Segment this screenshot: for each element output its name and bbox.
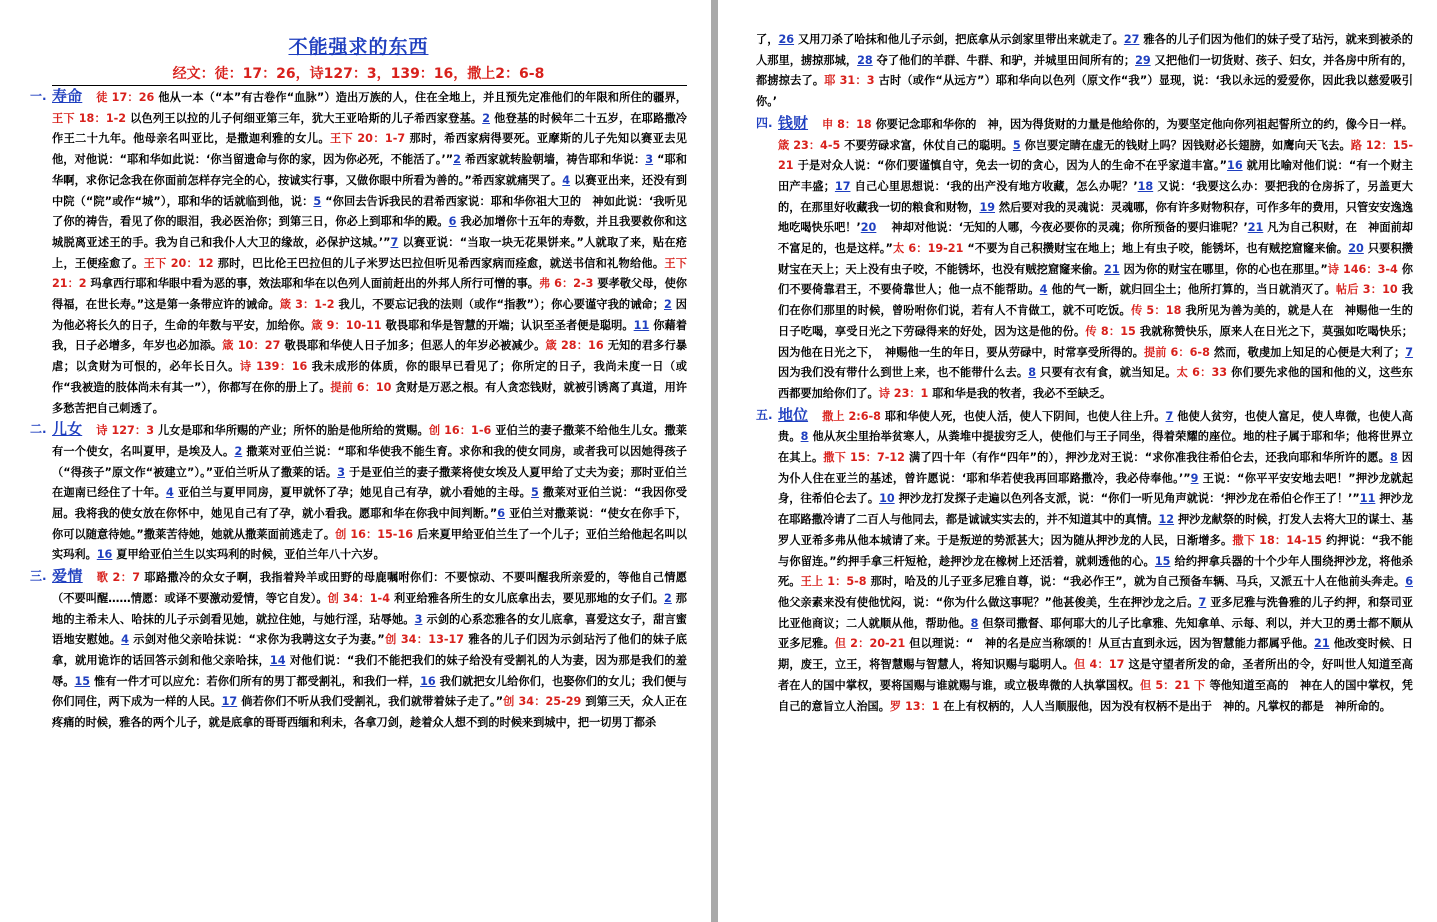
scripture-text: 等他知道至高的 神在人的国中掌权，凭自己的意旨立人治国。 xyxy=(778,678,1413,713)
section-body xyxy=(52,86,687,419)
verse-number: 8 xyxy=(1389,451,1398,465)
verse-number: 17 xyxy=(221,695,238,709)
scripture-text: 你藉着我，日子必增多，年岁也必加添。 xyxy=(52,318,687,353)
scripture-text: 敬畏耶和华使人日子加多；但恶人的年岁必被减少。 xyxy=(284,339,546,353)
verse-number: 2 xyxy=(234,444,243,458)
verse-number: 3 xyxy=(645,153,654,167)
scripture-text: “不要为自己积攒财宝在地上；地上有虫子咬，能锈坏，也有贼挖窟窿来偷。 xyxy=(967,242,1349,256)
scripture-text: 押沙龙献祭的时候，打发人去将大卫的谋士、基罗人亚希多弗从他本城请了来。于是叛逆的势派甚大；因为随从押沙龙的人民，日渐增多。 xyxy=(778,513,1413,547)
scripture-reference: 歌 2：7 xyxy=(96,571,145,585)
scripture-text: 自己心里思想说：‘我的出产没有地方收藏，怎么办呢？’ xyxy=(854,179,1138,193)
scripture-reference: 创 34：13-17 xyxy=(384,633,469,647)
scripture-reference: 箴 10：27 xyxy=(222,339,285,353)
scripture-text: 惟有一件才可以应允：若你们所有的男丁都受割礼，和我们一样， xyxy=(94,674,421,688)
verse-number: 16 xyxy=(1227,159,1243,173)
section-2 xyxy=(30,419,687,566)
scripture-reference: 撒下 18：14-15 xyxy=(1232,533,1327,547)
scripture-text: 雅各的儿子们因为他们的妹子受了玷污，就来到被杀的人那里，掳掠那城， xyxy=(756,33,1413,67)
scripture-text: 又把他们一切货财、孩子、妇女，并各房中所有的，都掳掠去了。 xyxy=(756,53,1413,88)
scripture-text: 我所见为善为美的，就是人在 神赐他一生的日子吃喝，享受日光之下劳碌得来的好处，因为这是他的份。 xyxy=(778,304,1413,338)
section-number: 三. xyxy=(30,569,47,584)
scripture-reference: 诗 23：1 xyxy=(878,386,933,400)
verse-number: 7 xyxy=(390,235,399,249)
scripture-text: 我儿，不要忘记我的法则（或作“指教”）；你心要谨守我的诫命； xyxy=(338,298,664,312)
section-number: 四. xyxy=(756,115,773,130)
verse-number: 12 xyxy=(1158,513,1175,527)
document-page-right xyxy=(718,0,1437,922)
scripture-text: 后来夏甲给亚伯兰生了一个儿子；亚伯兰给他起名叫以实玛利。 xyxy=(52,527,687,562)
scripture-reference: 弗 6：2-3 xyxy=(539,277,598,291)
scripture-reference: 王下 18：1-2 xyxy=(52,111,131,125)
right-sections xyxy=(756,113,1413,717)
scripture-text: 只要积攒财宝在天上；天上没有虫子咬，不能锈坏，也没有贼挖窟窿来偷。 xyxy=(778,242,1413,276)
section-number: 二. xyxy=(30,422,47,437)
section-body xyxy=(52,566,687,734)
section-heading: 地位 xyxy=(778,405,809,424)
scripture-text: 但祭司撒督、耶何耶大的儿子比拿雅、先知拿单、示每、利以，并大卫的勇士都不顺从亚多尼雅。 xyxy=(778,616,1413,651)
verse-number: 4 xyxy=(1039,283,1048,297)
scripture-text: 亚伯兰与夏甲同房，夏甲就怀了孕；她见自己有孕，就小看她的主母。 xyxy=(177,486,532,500)
scripture-text: 但以理说：“ 神的名是应当称颂的！从亘古直到永远，因为智慧能力都属乎他。 xyxy=(909,637,1315,651)
scripture-text: 神却对他说：‘无知的人哪，今夜必要你的灵魂；你所预备的要归谁呢？’ xyxy=(880,221,1248,235)
verse-number: 7 xyxy=(1405,345,1413,359)
scripture-reference: 传 8：15 xyxy=(1085,324,1140,338)
scripture-text: 无知的君多行暴虐；以贪财为可恨的，必年长日久。 xyxy=(52,339,687,374)
scripture-text: 押沙龙在耶路撒冷请了二百人与他同去，都是诚诚实实去的，并不知道其中的真情。 xyxy=(778,492,1413,527)
verse-number: 7 xyxy=(1198,595,1207,609)
verse-number: 10 xyxy=(879,492,895,506)
scripture-text: 只要有衣有食，就当知足。 xyxy=(1040,366,1177,380)
scripture-text: 押沙龙打发探子走遍以色列各支派，说：“你们一听见角声就说：‘押沙龙在希伯仑作王了！’” xyxy=(898,492,1360,506)
document-subtitle: 经文：徒：17：26，诗127：3，139：16，撒上2：6-8 xyxy=(172,66,545,82)
verse-number: 2 xyxy=(663,298,672,312)
scripture-text: 然而，敬虔加上知足的心便是大利了； xyxy=(1213,345,1406,359)
scripture-text: 他使人贫穷，也使人富足，使人卑微，也使人高贵。 xyxy=(778,409,1413,444)
scripture-text: 然后要对我的灵魂说：灵魂哪，你有许多财物积存，可作多年的费用，只管安安逸逸地吃喝快乐吧！’ xyxy=(778,200,1413,235)
verse-number: 11 xyxy=(633,318,650,332)
verse-number: 21 xyxy=(1247,221,1264,235)
verse-number: 2 xyxy=(482,111,491,125)
document-page-left xyxy=(0,0,711,922)
section-body xyxy=(778,113,1413,405)
scripture-text: 我必加增你十五年的寿数，并且我要救你和这城脱离亚述王的手。我为自己和我仆人大卫的缘故，必保护这城。’” xyxy=(52,215,687,249)
verse-number: 17 xyxy=(834,179,851,193)
verse-number: 18 xyxy=(1137,179,1154,193)
verse-number: 16 xyxy=(96,548,113,562)
scripture-text: 耶和华是我的牧者，我必不至缺乏。 xyxy=(932,386,1112,400)
scripture-text: 雅各的儿子们因为示剑玷污了他们的妹子底拿，就用诡诈的话回答示剑和他父亲哈抹， xyxy=(52,633,687,667)
scripture-text: 敬畏耶和华是智慧的开端；认识至圣者便是聪明。 xyxy=(385,318,634,332)
scripture-text: 凡为自己积财，在 神面前却不富足的，也是这样。” xyxy=(778,221,1413,256)
scripture-text: 耶路撒冷的众女子啊，我指着羚羊或田野的母鹿嘱咐你们：不要惊动、不要叫醒我所亲爱的，等他自己情愿（不要叫醒……情愿：或译不要激动爱情，等它自发）。 xyxy=(52,571,687,605)
verse-number: 14 xyxy=(269,653,286,667)
scripture-text: 亚多尼雅与洗鲁雅的儿子约押，和祭司亚比亚他商议；二人就顺从他，帮助他。 xyxy=(778,595,1413,630)
scripture-text: 儿女是耶和华所赐的产业；所怀的胎是他所给的赏赐。 xyxy=(158,424,429,438)
scripture-text: 利亚给雅各所生的女儿底拿出去，要见那地的女子们。 xyxy=(393,591,665,605)
verse-number: 19 xyxy=(979,200,996,214)
scripture-text: 他父亲素来没有使他忧闷，说：“你为什么做这事呢？”他甚俊美，生在押沙龙之后。 xyxy=(778,595,1199,609)
section-3 xyxy=(30,566,687,734)
scripture-reference: 申 8：18 xyxy=(822,117,876,131)
scripture-reference: 诗 139：16 xyxy=(239,360,312,374)
scripture-reference: 箴 9：10-11 xyxy=(311,318,386,332)
scripture-reference: 太 6：19-21 xyxy=(892,242,968,256)
verse-number: 26 xyxy=(778,33,795,46)
section-heading: 钱财 xyxy=(778,113,809,132)
scripture-reference: 路 12：15-21 xyxy=(778,138,1413,173)
scripture-text: 就用比喻对他们说：“有一个财主田产丰盛； xyxy=(778,159,1413,193)
section-number: 一. xyxy=(30,89,47,103)
scripture-text: 了， xyxy=(756,33,779,46)
scripture-text: 那时，哈及的儿子亚多尼雅自尊，说：“我必作王”，就为自己预备车辆、马兵，又派五十人在他前头奔走。 xyxy=(870,575,1406,589)
scripture-reference: 创 16：1-6 xyxy=(428,424,496,438)
scripture-text: 以色列王以拉的儿子何细亚第三年，犹大王亚哈斯的儿子希西家登基。 xyxy=(130,111,483,125)
scripture-text: 以赛亚出来，还没有到中院（“院”或作“城”），耶和华的话就临到他，说： xyxy=(52,173,687,208)
scripture-text: 因为他必将长久的日子，生命的年数与平安，加给你。 xyxy=(52,298,687,332)
verse-number: 20 xyxy=(860,221,877,235)
scripture-reference: 但 2：20-21 xyxy=(834,637,910,651)
scripture-reference: 提前 6：6-8 xyxy=(1144,345,1214,359)
scripture-text: 他从灰尘里抬举贫寒人，从粪堆中提拔穷乏人，使他们与王子同坐，得着荣耀的座位。地的柱子属于耶和华；他将世界立在其上。 xyxy=(778,430,1413,465)
scripture-reference: 诗 146：3-4 xyxy=(1327,262,1402,276)
scripture-reference: 诗 127：3 xyxy=(96,424,158,438)
scripture-text: 耶和华使人死，也使人活，使人下阴间，也使人往上升。 xyxy=(884,409,1166,423)
section-number: 五. xyxy=(756,407,773,422)
verse-number: 6 xyxy=(497,507,505,521)
scripture-text: 你岂要定睛在虚无的钱财上吗？因钱财必长翅膀，如鹰向天飞去。 xyxy=(1024,138,1351,152)
scripture-text: 那时，巴比伦王巴拉但的儿子米罗达巴拉但听见希西家病而痊愈，就送书信和礼物给他。 xyxy=(217,256,665,270)
section-heading: 爱情 xyxy=(52,567,83,586)
verse-number: 3 xyxy=(414,612,423,626)
verse-number: 8 xyxy=(970,616,979,630)
scripture-reference: 箴 23：4-5 xyxy=(778,138,845,152)
scripture-reference: 徒 17：26 xyxy=(96,91,159,104)
scripture-text: 这是守望者所发的命，圣者所出的令，好叫世人知道至高者在人的国中掌权，要将国赐与谁就赐与谁，或立极卑微的人执掌国权。 xyxy=(778,658,1413,692)
scripture-text: 你要记念耶和华你的 神，因为得货财的力量是他给你的，为要坚定他向你列祖起誓所立的约，像今日一样。 xyxy=(875,117,1413,131)
scripture-reference: 罗 13：1 xyxy=(889,699,944,713)
scripture-text: 他登基的时候年二十五岁，在耶路撒冷作王二十九年。他母亲名叫亚比，是撒迦利雅的女儿。 xyxy=(52,111,687,146)
scripture-reference: 太 6：33 xyxy=(1176,366,1232,380)
section-body xyxy=(778,405,1413,718)
verse-number: 5 xyxy=(313,194,322,208)
scripture-text: 我未成形的体质，你的眼早已看见了；你所定的日子，我尚未度一日（或作“我被造的肢体尚未有其一”），你都写在你的册上了。 xyxy=(52,360,687,394)
verse-number: 8 xyxy=(800,430,809,444)
verse-number: 16 xyxy=(420,674,436,688)
scripture-text: 要孝敬父母，使你得福，在世长寿。”这是第一条带应许的诫命。 xyxy=(52,277,687,312)
verse-number: 7 xyxy=(1165,409,1174,423)
scripture-text: 贪财是万恶之根。有人贪恋钱财，就被引诱离了真道，用许多愁苦把自己刺透了。 xyxy=(52,380,687,415)
scripture-reference: 王下 20：12 xyxy=(143,256,218,270)
verse-number: 20 xyxy=(1348,242,1364,256)
verse-number: 6 xyxy=(1405,575,1413,589)
scripture-text: 希西家就转脸朝墙，祷告耶和华说： xyxy=(464,153,646,167)
scripture-reference: 箴 28：16 xyxy=(545,339,608,353)
section-heading: 寿命 xyxy=(52,87,83,105)
scripture-text: 以赛亚说：“当取一块无花果饼来。”人就取了来，贴在疮上，王便痊愈了。 xyxy=(52,235,687,270)
scripture-reference: 但 4：17 xyxy=(1074,658,1129,672)
verse-number: 15 xyxy=(1154,554,1171,568)
verse-number: 5 xyxy=(1012,138,1021,152)
scripture-reference: 提前 6：10 xyxy=(330,380,396,394)
scripture-text: 在上有权柄的，人人当顺服他，因为没有权柄不是出于 神的。凡掌权的都是 神所命的。 xyxy=(943,699,1391,713)
scripture-text: 约押说：“我不能与你留连。”约押手拿三杆短枪，趁押沙龙在橡树上还活着，就刺透他的心。 xyxy=(778,533,1413,568)
section-1 xyxy=(30,86,687,419)
verse-number: 5 xyxy=(531,486,539,500)
verse-number: 8 xyxy=(1028,366,1037,380)
scripture-reference: 创 16：15-16 xyxy=(335,527,417,541)
scripture-reference: 王下 20：1-7 xyxy=(329,132,410,146)
scripture-reference: 箴 3：1-2 xyxy=(279,298,339,312)
scripture-text: 我就称赞快乐，原来人在日光之下，莫强如吃喝快乐；因为他在日光之下， 神赐他一生的年日，要从劳碌中，时常享受所得的。 xyxy=(778,324,1413,359)
scripture-text: 示剑对他父亲哈抹说：“求你为我聘这女子为妻。” xyxy=(133,633,385,647)
verse-number: 21 xyxy=(1314,637,1330,651)
scripture-text: 于是对众人说：“你们要谨慎自守，免去一切的贪心，因为人的生命不在乎家道丰富。” xyxy=(797,159,1228,173)
scripture-text: 亚伯兰对撒莱说：“使女在你手下，你可以随意待她。”撒莱苦待她，她就从撒莱面前逃走了。 xyxy=(52,507,687,541)
scripture-reference: 王下 21：2 xyxy=(52,256,687,291)
scripture-text: 玛拿西行耶和华眼中看为恶的事，效法耶和华在以色列人面前赶出的外邦人所行可憎的事。 xyxy=(90,277,540,291)
section-2 xyxy=(756,405,1413,718)
scripture-text: 他的气一断，就归回尘土；他所打算的，当日就消灭了。 xyxy=(1051,283,1336,297)
scripture-reference: 创 34：1-4 xyxy=(327,591,394,605)
scripture-text: 给约押拿兵器的十个少年人围绕押沙龙，将他杀死。 xyxy=(778,554,1413,589)
verse-number: 9 xyxy=(1190,471,1199,485)
scripture-text: 不要劳碌求富，休仗自己的聪明。 xyxy=(844,138,1013,152)
scripture-text: 我们在你们那里的时候，曾吩咐你们说，若有人不肯做工，就不可吃饭。 xyxy=(778,283,1413,318)
scripture-text: 示剑的心系恋雅各的女儿底拿，喜爱这女子，甜言蜜语地安慰她。 xyxy=(52,612,687,647)
scripture-text: 王说：“你平平安安地去吧！”押沙龙就起身，往希伯仑去了。 xyxy=(778,471,1413,506)
verse-number: 29 xyxy=(1135,53,1151,67)
document-title: 不能强求的东西 xyxy=(288,36,429,58)
verse-number: 2 xyxy=(453,153,461,167)
scripture-reference: 耶 31：3 xyxy=(824,74,879,88)
verse-number: 11 xyxy=(1359,492,1376,506)
scripture-reference: 撒下 15：7-12 xyxy=(823,451,909,465)
scripture-reference: 传 5：18 xyxy=(1130,304,1186,318)
scripture-text: 因为仆人住在亚兰的基述，曾许愿说：‘耶和华若使我再回耶路撒冷，我必侍奉他。’” xyxy=(778,451,1413,485)
section-heading: 儿女 xyxy=(52,420,83,439)
scripture-text: 撒莱对亚伯兰说：“我因你受屈。我将我的使女放在你怀中，她见自己有了孕，就小看我。愿耶和华在你我中间判断。” xyxy=(52,486,687,521)
scripture-text: 于是亚伯兰的妻子撒莱将使女埃及人夏甲给了丈夫为妾；那时亚伯兰在迦南已经住了十年。 xyxy=(52,465,687,500)
scripture-reference: 王上 1：5-8 xyxy=(800,575,871,589)
continued-paragraph xyxy=(756,30,1413,113)
scripture-text: 因为我们没有带什么到世上来，也不能带什么去。 xyxy=(778,366,1029,380)
verse-number: 27 xyxy=(1123,33,1140,46)
scripture-text: 你们要先求他的国和他的义，这些东西都要加给你们了。 xyxy=(778,366,1413,400)
verse-number: 15 xyxy=(74,674,91,688)
scripture-text: 到第三天，众人正在疼痛的时候，雅各的两个儿子，就是底拿的哥哥西缅和利未，各拿刀剑，趁着众人想不到的时候来到城中，把一切男丁都杀 xyxy=(52,695,687,730)
verse-number: 6 xyxy=(448,215,457,229)
scripture-text: 夏甲给亚伯兰生以实玛利的时候，亚伯兰年八十六岁。 xyxy=(116,548,385,562)
scripture-text: 你们不要倚靠君王，不要倚靠世人；他一点不能帮助。 xyxy=(778,262,1413,297)
scripture-text: 对他们说：“我们不能把我们的妹子给没有受割礼的人为妻，因为那是我们的羞辱。 xyxy=(52,653,687,688)
scripture-text: 满了四十年（有作“四年”的），押沙龙对王说：“求你准我往希伯仑去，还我向耶和华所许的愿。 xyxy=(909,451,1390,465)
scripture-text: 他改变时候、日期，废王，立王，将智慧赐与智慧人，将知识赐与聪明人。 xyxy=(778,637,1413,672)
scripture-text: 那地的主希未人、哈抹的儿子示剑看见她，就拉住她，与她行淫，玷辱她。 xyxy=(52,591,687,626)
scripture-reference: 但 5：21 下 xyxy=(1140,678,1210,692)
scripture-text: 因为你的财宝在哪里，你的心也在那里。” xyxy=(1123,262,1328,276)
scripture-text: 那时，希西家病得要死。亚摩斯的儿子先知以赛亚去见他，对他说：“耶和华如此说：‘你当留遗命与你的家，因为你必死，不能活了。’” xyxy=(52,132,687,167)
verse-number: 2 xyxy=(664,591,672,605)
left-sections xyxy=(30,86,687,734)
section-body xyxy=(52,419,687,566)
scripture-text: 我们就把女儿给你们，也娶你们的女儿；我们便与你们同住，两下成为一样的人民。 xyxy=(52,674,687,709)
scripture-reference: 撒上 2:6-8 xyxy=(822,409,885,423)
scripture-text: 亚伯兰的妻子撒莱不给他生儿女。撒莱有一个使女，名叫夏甲，是埃及人。 xyxy=(52,424,687,458)
verse-number: 21 xyxy=(1104,262,1120,276)
verse-number: 4 xyxy=(121,633,129,647)
scripture-text: 倘若你们不听从我们受割礼，我们就带着妹子走了。” xyxy=(241,695,504,709)
scripture-text: “耶和华啊，求你记念我在你面前怎样存完全的心，按诚实行事，又做你眼中所看为善的。”希西家就痛哭了。 xyxy=(52,153,687,187)
scripture-text: 古时（或作“从远方”）耶和华向以色列（原文作“我”）显现，说：‘我以永远的爱爱你，因此我以慈爱吸引你。’ xyxy=(756,74,1413,109)
verse-number: 4 xyxy=(562,173,571,187)
scripture-text: “你回去告诉我民的君希西家说：耶和华你祖大卫的 神如此说：‘我听见了你的祷告，看见了你的眼泪，我必医治你；到第三日，你必上到耶和华的殿。 xyxy=(52,194,687,229)
section-1 xyxy=(756,113,1413,405)
verse-number: 3 xyxy=(337,465,345,479)
scripture-reference: 帖后 3：10 xyxy=(1335,283,1402,297)
scripture-text: 又用刀杀了哈抹和他儿子示剑，把底拿从示剑家里带出来就走了。 xyxy=(798,33,1124,46)
scripture-text: 夺了他们的羊群、牛群、和驴，并城里田间所有的； xyxy=(876,53,1136,67)
scripture-reference: 创 34：25-29 xyxy=(503,695,586,709)
verse-number: 4 xyxy=(165,486,174,500)
scripture-text: 他从一本（“本”有古卷作“血脉”）造出万族的人，住在全地上，并且预先定准他们的年限和所住的疆界， xyxy=(158,91,687,104)
scripture-text: 又说：‘我要这么办：要把我的仓房拆了，另盖更大的，在那里好收藏我一切的粮食和财物， xyxy=(778,179,1413,214)
scripture-text: 撒莱对亚伯兰说：“耶和华使我不能生育。求你和我的使女同房，或者我可以因她得孩子（“得孩子”原文作“被建立”）。”亚伯兰听从了撒莱的话。 xyxy=(52,444,687,479)
verse-number: 28 xyxy=(857,53,873,67)
